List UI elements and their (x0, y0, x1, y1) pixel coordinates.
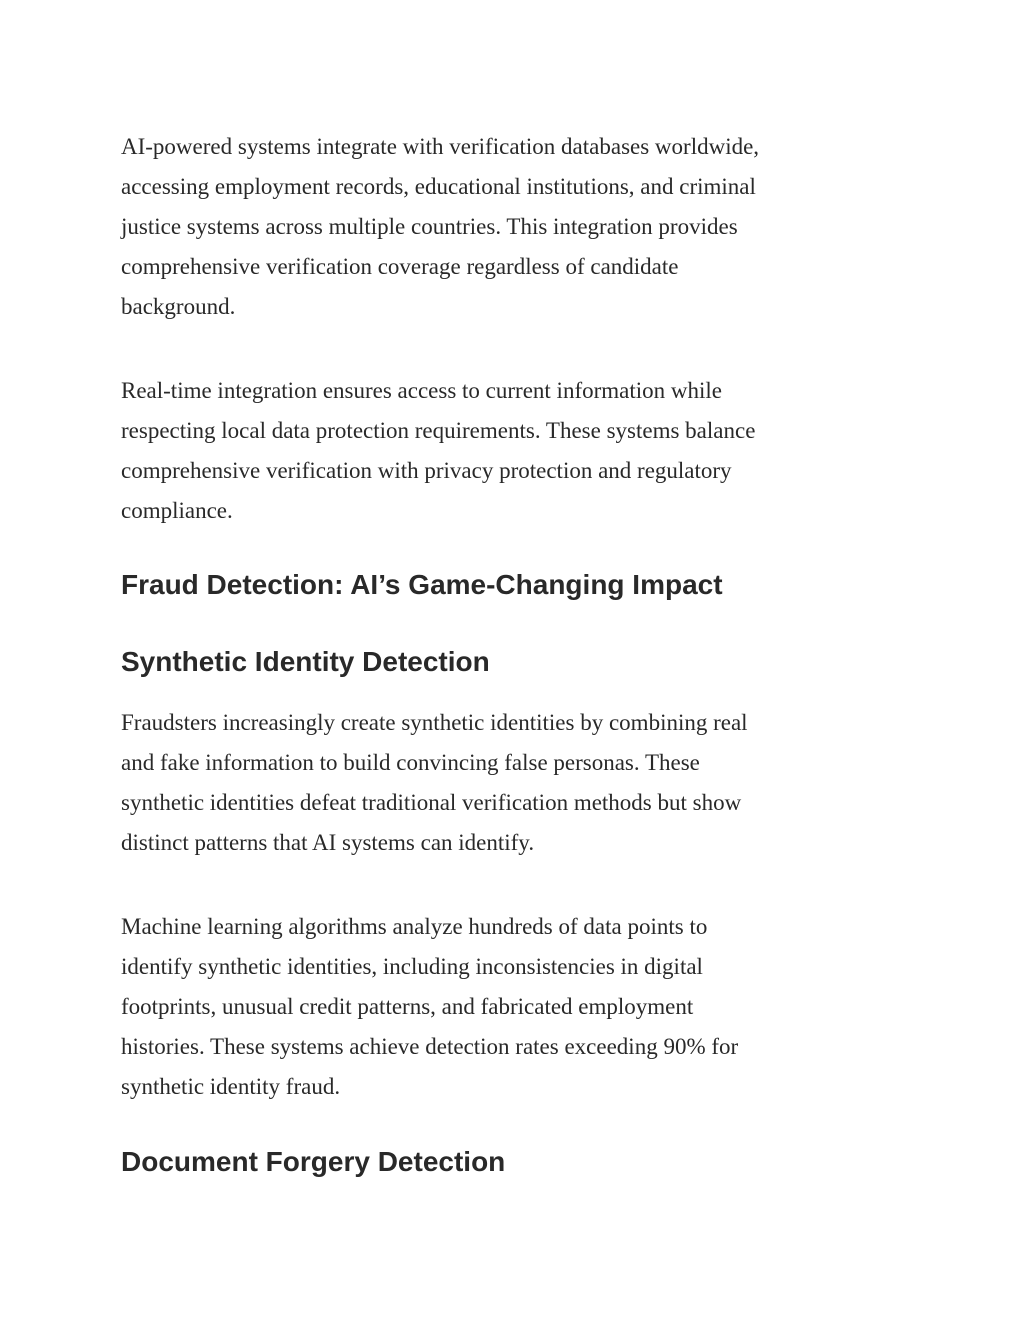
heading-document-forgery-detection: Document Forgery Detection (121, 1146, 506, 1177)
text-line: synthetic identity fraud. (121, 1074, 341, 1099)
heading-synthetic-identity-detection: Synthetic Identity Detection (121, 646, 490, 677)
text-line: histories. These systems achieve detection rates exceeding 90% for (121, 1034, 739, 1059)
text-line: identify synthetic identities, including inconsistencies in digital (121, 954, 703, 979)
text-line: Real-time integration ensures access to current information while (121, 378, 722, 403)
text-line: Fraudsters increasingly create synthetic identities by combining real (121, 710, 748, 735)
paragraph-verification-databases (121, 127, 759, 327)
text-line: distinct patterns that AI systems can identify. (121, 830, 535, 855)
text-line: compliance. (121, 498, 233, 523)
text-line: footprints, unusual credit patterns, and fabricated employment (121, 994, 694, 1019)
paragraph-real-time-integration (121, 371, 755, 531)
text-line: AI-powered systems integrate with verification databases worldwide, (121, 134, 760, 159)
paragraph-synthetic-identities (121, 703, 748, 863)
text-line: background. (121, 294, 236, 319)
text-line: and fake information to build convincing false personas. These (121, 750, 700, 775)
paragraph-machine-learning (121, 907, 738, 1107)
heading-fraud-detection: Fraud Detection: AI’s Game-Changing Impact (121, 569, 723, 600)
text-line: synthetic identities defeat traditional verification methods but show (121, 790, 742, 815)
text-line: comprehensive verification with privacy protection and regulatory (121, 458, 732, 483)
text-line: comprehensive verification coverage regardless of candidate (121, 254, 679, 279)
text-line: respecting local data protection requirements. These systems balance (121, 418, 756, 443)
text-line: Machine learning algorithms analyze hundreds of data points to (121, 914, 708, 939)
text-line: justice systems across multiple countries. This integration provides (121, 214, 738, 239)
text-line: accessing employment records, educational institutions, and criminal (121, 174, 756, 199)
